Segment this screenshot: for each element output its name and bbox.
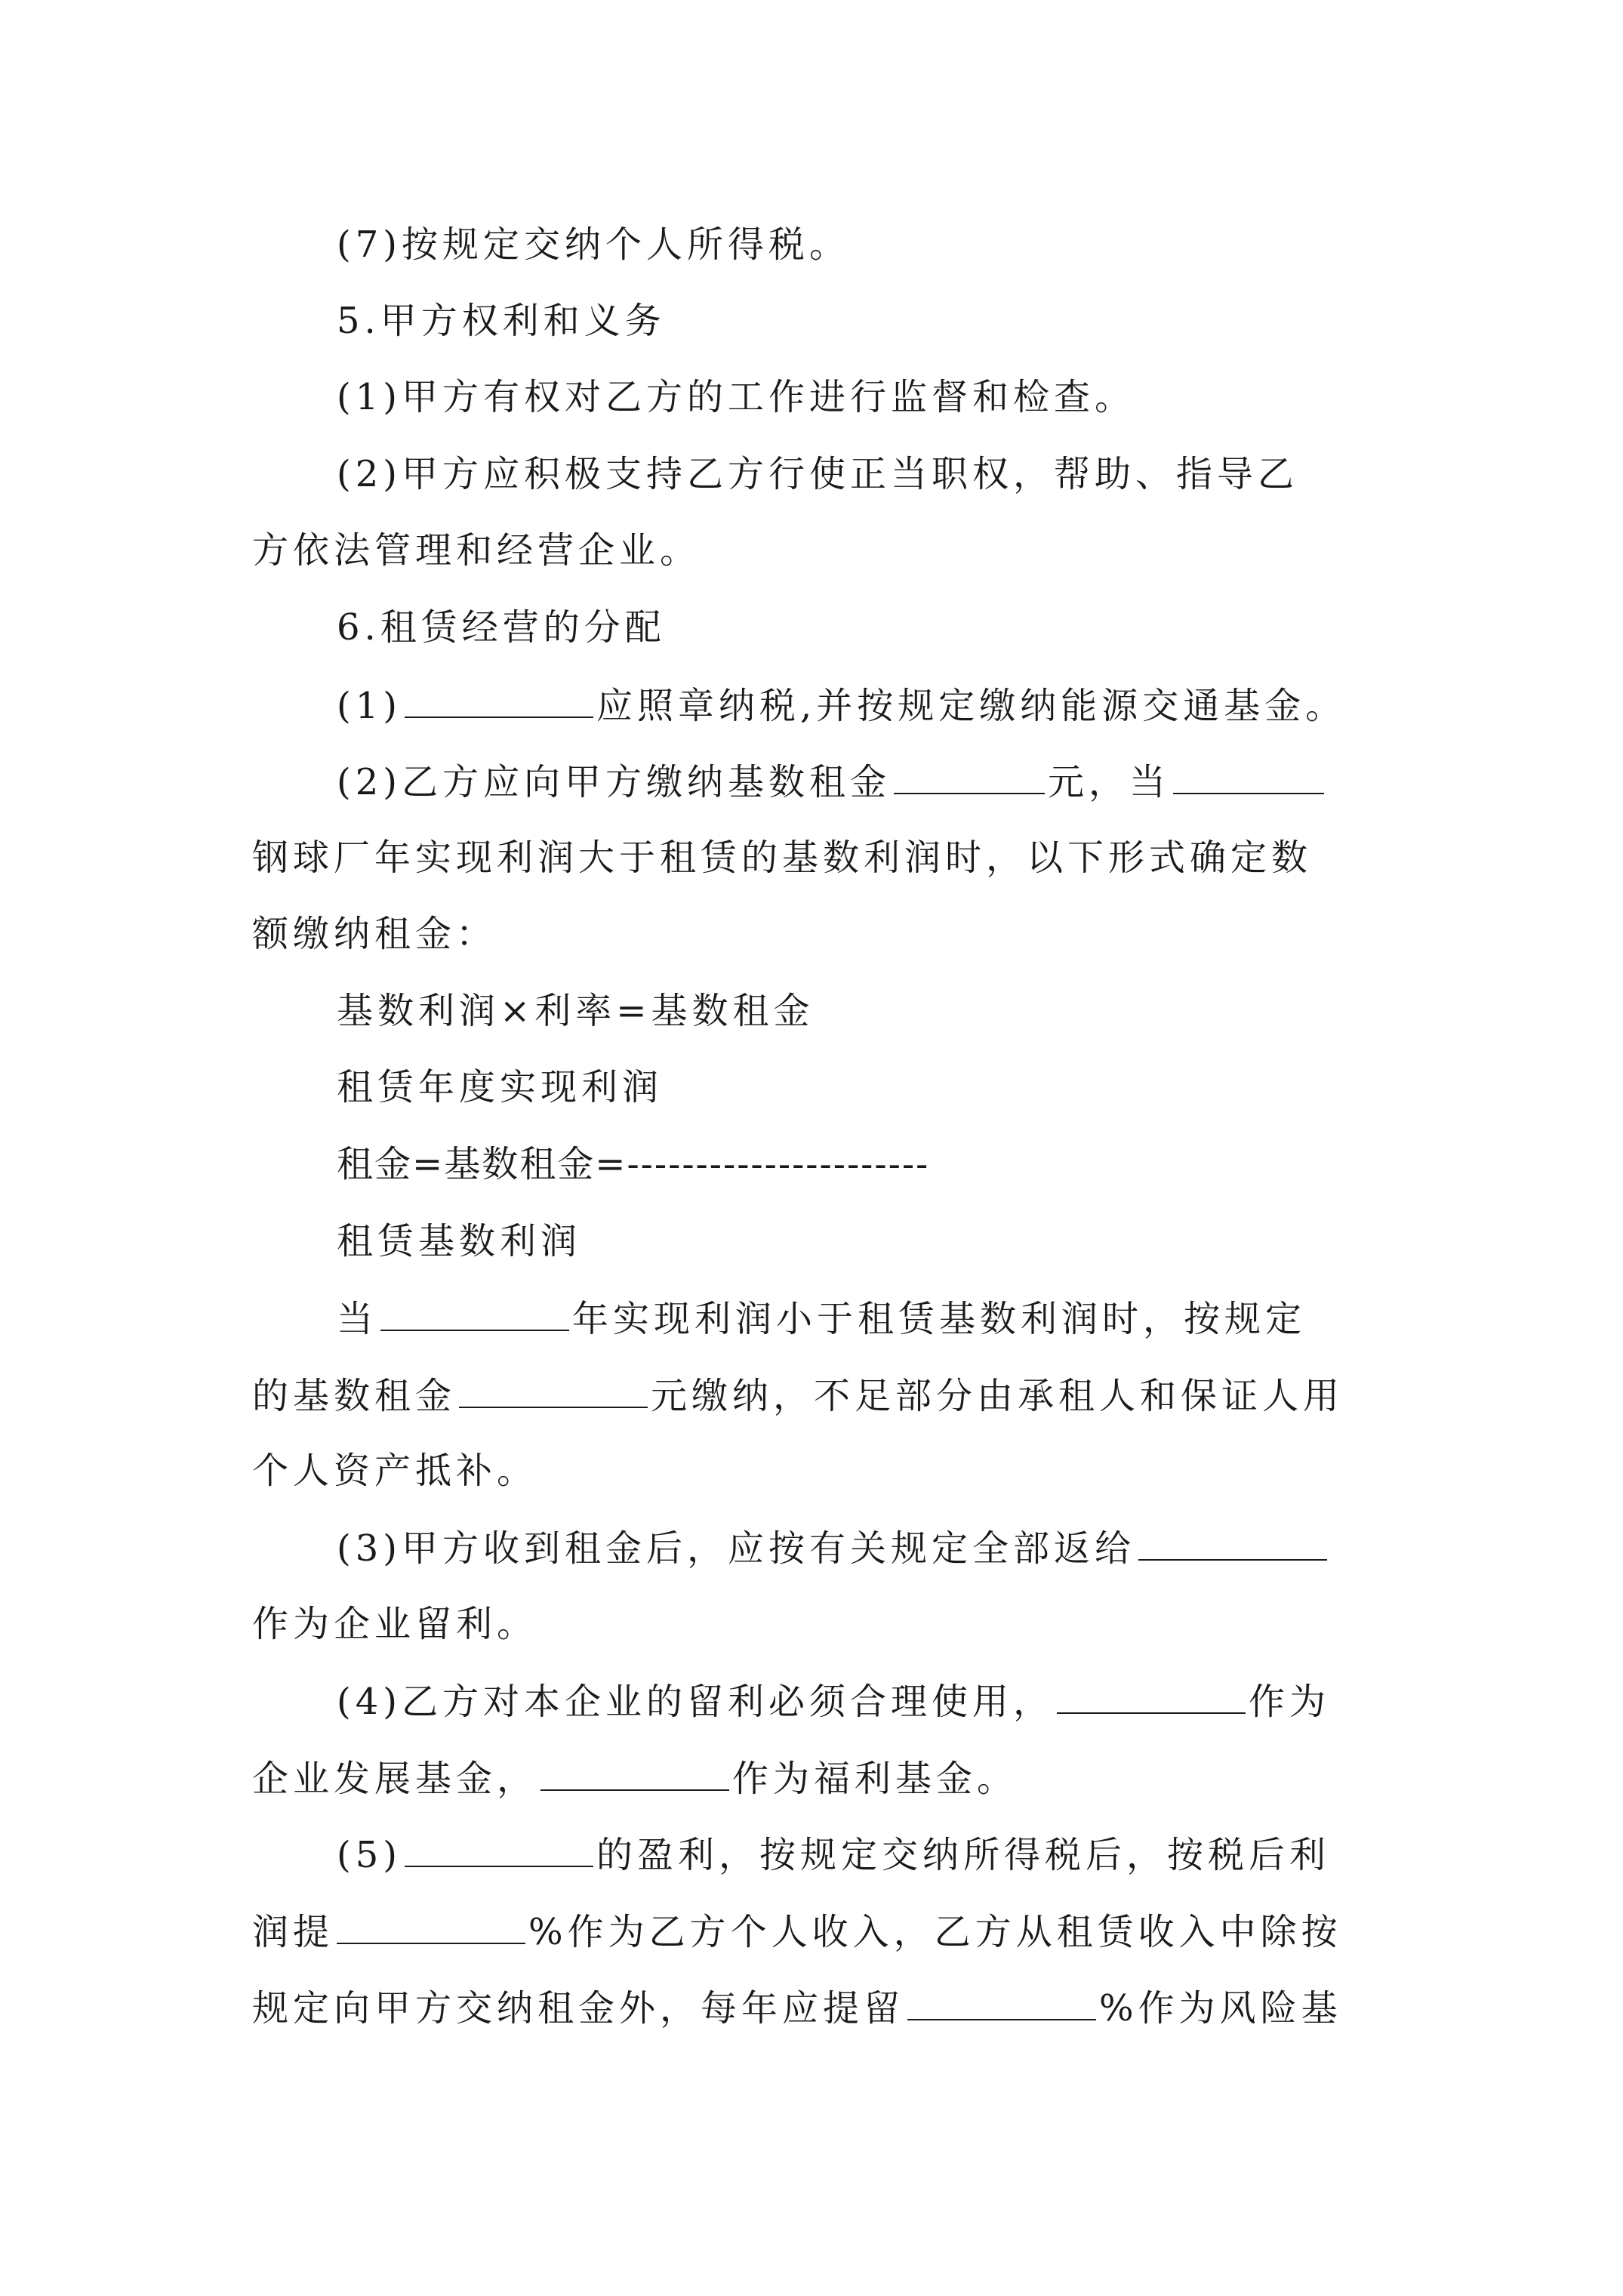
text-segment: 当 xyxy=(337,1298,378,1340)
text-segment: 元，当 xyxy=(1048,761,1171,803)
text-segment: 润提 xyxy=(252,1911,334,1953)
text-segment: 年实现利润小于租赁基数利润时，按规定 xyxy=(572,1298,1307,1340)
formula-line: 租金=基数租金=---------------------- xyxy=(337,1143,930,1185)
text-segment: %作为风险基 xyxy=(1099,1987,1342,2029)
text-line xyxy=(337,1526,1469,1570)
text-segment: (5) xyxy=(337,1834,402,1876)
text-line xyxy=(337,683,1469,727)
fill-blank[interactable] xyxy=(1057,1679,1246,1714)
text-line xyxy=(252,1986,1384,2029)
fill-blank[interactable] xyxy=(1173,760,1324,794)
formula-line: 租赁年度实现利润 xyxy=(337,1066,664,1108)
section-heading: 6.租赁经营的分配 xyxy=(337,606,666,649)
text-segment: 作为 xyxy=(1249,1681,1331,1723)
text-segment: (2)乙方应向甲方缴纳基数租金 xyxy=(337,761,891,803)
text-line: (1)甲方有权对乙方的工作进行监督和检查。 xyxy=(337,376,1135,418)
text-segment: (1) xyxy=(337,685,402,727)
text-line: 个人资产抵补。 xyxy=(252,1450,538,1492)
fill-blank[interactable] xyxy=(907,1986,1096,2020)
section-heading: 5.甲方权利和义务 xyxy=(337,300,666,342)
fill-blank[interactable] xyxy=(380,1296,569,1331)
text-line xyxy=(337,1832,1469,1876)
text-segment: 作为福利基金。 xyxy=(732,1758,1018,1800)
text-segment: %作为乙方个人收入，乙方从租赁收入中除按 xyxy=(528,1911,1342,1953)
fill-blank[interactable] xyxy=(405,683,593,718)
text-line xyxy=(252,1756,1384,1800)
formula-line: 基数利润×利率=基数租金 xyxy=(337,990,815,1032)
text-line xyxy=(252,1373,1384,1417)
fill-blank[interactable] xyxy=(337,1909,525,1944)
text-line: 钢球厂年实现利润大于租赁的基数利润时，以下形式确定数 xyxy=(252,837,1313,879)
text-line: (2)甲方应积极支持乙方行使正当职权，帮助、指导乙 xyxy=(337,453,1298,495)
text-segment: (3)甲方收到租金后，应按有关规定全部返给 xyxy=(337,1527,1135,1570)
text-line: 方依法管理和经营企业。 xyxy=(252,529,701,572)
text-line xyxy=(337,1296,1469,1340)
text-segment: 的基数租金 xyxy=(252,1375,457,1417)
text-line: (7)按规定交纳个人所得税。 xyxy=(337,223,850,266)
formula-line: 租赁基数利润 xyxy=(337,1220,582,1262)
fill-blank[interactable] xyxy=(894,760,1045,794)
text-line xyxy=(337,760,1469,803)
text-segment: 元缴纳，不足部分由承租人和保证人用 xyxy=(651,1375,1344,1417)
text-segment: 应照章纳税,并按规定缴纳能源交通基金。 xyxy=(596,685,1347,727)
text-segment: 规定向甲方交纳租金外，每年应提留 xyxy=(252,1987,905,2029)
text-segment: 企业发展基金， xyxy=(252,1758,538,1800)
text-segment: 的盈利，按规定交纳所得税后，按税后利 xyxy=(596,1834,1331,1876)
text-line: 作为企业留利。 xyxy=(252,1603,538,1645)
text-line: 额缴纳租金： xyxy=(252,913,497,955)
fill-blank[interactable] xyxy=(1138,1526,1327,1561)
text-line xyxy=(337,1679,1469,1723)
fill-blank[interactable] xyxy=(405,1832,593,1867)
text-segment: (4)乙方对本企业的留利必须合理使用， xyxy=(337,1681,1054,1723)
fill-blank[interactable] xyxy=(459,1373,648,1408)
text-line xyxy=(252,1909,1384,1953)
fill-blank[interactable] xyxy=(540,1756,729,1791)
